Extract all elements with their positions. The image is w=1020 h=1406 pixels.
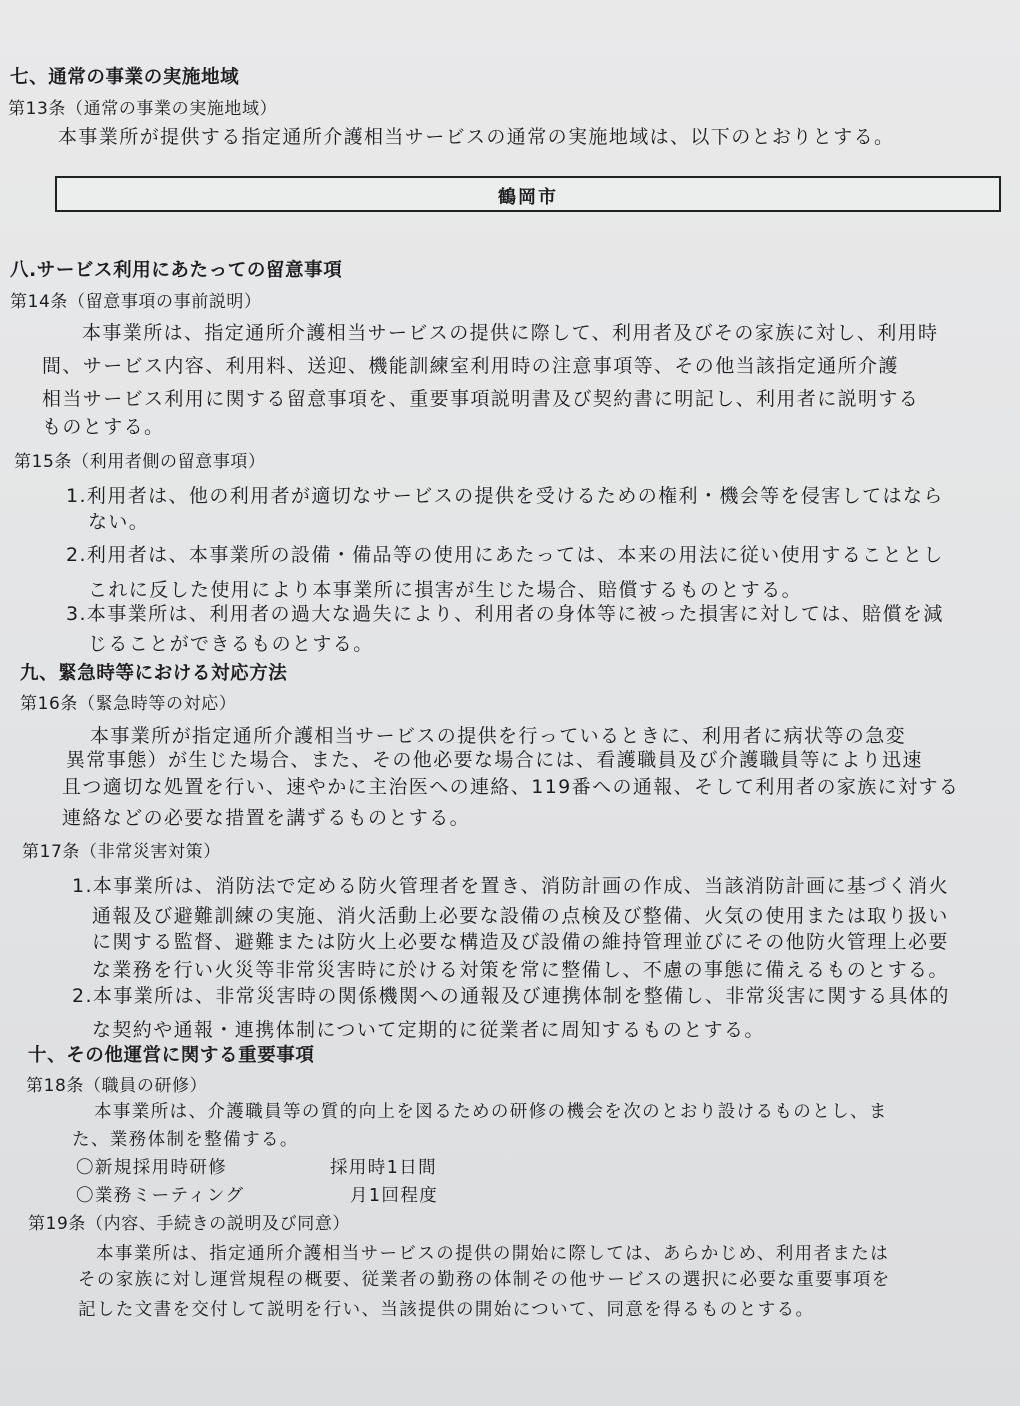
article-13-body: 本事業所が提供する指定通所介護相当サービスの通常の実施地域は、以下のとおりとする。 — [58, 126, 895, 148]
article-19-title: 第19条（内容、手続きの説明及び同意） — [28, 1214, 351, 1234]
section-heading-7: 七、通常の事業の実施地域 — [10, 67, 240, 88]
article-19-line: 本事業所は、指定通所介護相当サービスの提供の開始に際しては、あらかじめ、利用者または — [96, 1244, 890, 1264]
article-14-line: 本事業所は、指定通所介護相当サービスの提供に際して、利用者及びその家族に対し、利用時 — [82, 322, 939, 344]
article-15-line: 1.利用者は、他の利用者が適切なサービスの提供を受けるための権利・機会等を侵害してはなら — [66, 485, 944, 507]
article-17-line: な業務を行い火災等非常災害時に於ける対策を常に整備し、不慮の事態に備えるものとする。 — [92, 959, 949, 981]
article-18-line: た、業務体制を整備する。 — [72, 1130, 299, 1150]
article-14-line: 相当サービス利用に関する留意事項を、重要事項説明書及び契約書に明記し、利用者に説明する — [42, 388, 920, 410]
article-15-line: 2.利用者は、本事業所の設備・備品等の使用にあたっては、本来の用法に従い使用することとし — [66, 544, 944, 566]
training-name: 〇業務ミーティング — [76, 1186, 245, 1206]
training-frequency: 採用時1日間 — [330, 1158, 438, 1178]
article-17-title: 第17条（非常災害対策） — [22, 842, 221, 862]
article-16-line: 異常事態）が生じた場合、また、その他必要な場合には、看護職員及び介護職員等により迅速 — [66, 749, 923, 771]
article-18-title: 第18条（職員の研修） — [26, 1076, 208, 1096]
article-16-line: 連絡などの必要な措置を講ずるものとする。 — [62, 807, 471, 829]
article-15-title: 第15条（利用者側の留意事項） — [14, 452, 266, 472]
article-17-line: 1.本事業所は、消防法で定める防火管理者を置き、消防計画の作成、当該消防計画に基づく消火 — [72, 875, 949, 897]
article-19-line: その家族に対し運営規程の概要、従業者の勤務の体制その他サービスの選択に必要な重要事項を — [78, 1270, 891, 1290]
service-area-box — [55, 176, 1001, 212]
section-heading-8: 八.サービス利用にあたっての留意事項 — [10, 260, 343, 281]
article-16-title: 第16条（緊急時等の対応） — [20, 694, 237, 714]
article-15-line: 3.本事業所は、利用者の過大な過失により、利用者の身体等に被った損害に対しては、賠償を減 — [66, 603, 944, 625]
article-15-line: ない。 — [88, 511, 150, 533]
article-16-line: 本事業所が指定通所介護相当サービスの提供を行っているときに、利用者に病状等の急変 — [90, 725, 907, 747]
article-14-title: 第14条（留意事項の事前説明） — [10, 292, 262, 312]
article-14-line: 間、サービス内容、利用料、送迎、機能訓練室利用時の注意事項等、その他当該指定通所介護 — [42, 355, 899, 377]
article-17-line: 2.本事業所は、非常災害時の関係機関への通報及び連携体制を整備し、非常災害に関する具体的 — [72, 985, 950, 1007]
article-15-line: じることができるものとする。 — [88, 633, 374, 655]
article-17-line: に関する監督、避難または防火上必要な構造及び設備の維持管理並びにその他防火管理上必要 — [92, 931, 949, 953]
section-heading-10: 十、その他運営に関する重要事項 — [28, 1045, 315, 1066]
article-16-line: 且つ適切な処置を行い、速やかに主治医への連絡、119番への通報、そして利用者の家族に対する — [62, 776, 960, 798]
article-19-line: 記した文書を交付して説明を行い、当該提供の開始について、同意を得るものとする。 — [78, 1300, 815, 1320]
training-frequency: 月1回程度 — [350, 1186, 439, 1206]
service-area-value: 鶴岡市 — [498, 187, 558, 208]
article-15-line: これに反した使用により本事業所に損害が生じた場合、賠償するものとする。 — [88, 579, 803, 601]
training-name: 〇新規採用時研修 — [76, 1158, 228, 1178]
article-13-title: 第13条（通常の事業の実施地域） — [8, 99, 278, 119]
article-18-line: 本事業所は、介護職員等の質的向上を図るための研修の機会を次のとおり設けるものとし、ま — [94, 1102, 888, 1122]
article-14-line: ものとする。 — [42, 416, 165, 438]
article-17-line: な契約や通報・連携体制について定期的に従業者に周知するものとする。 — [92, 1019, 765, 1041]
section-heading-9: 九、緊急時等における対応方法 — [20, 663, 288, 684]
article-17-line: 通報及び避難訓練の実施、消火活動上必要な設備の点検及び整備、火気の使用または取り扱い — [92, 905, 949, 927]
